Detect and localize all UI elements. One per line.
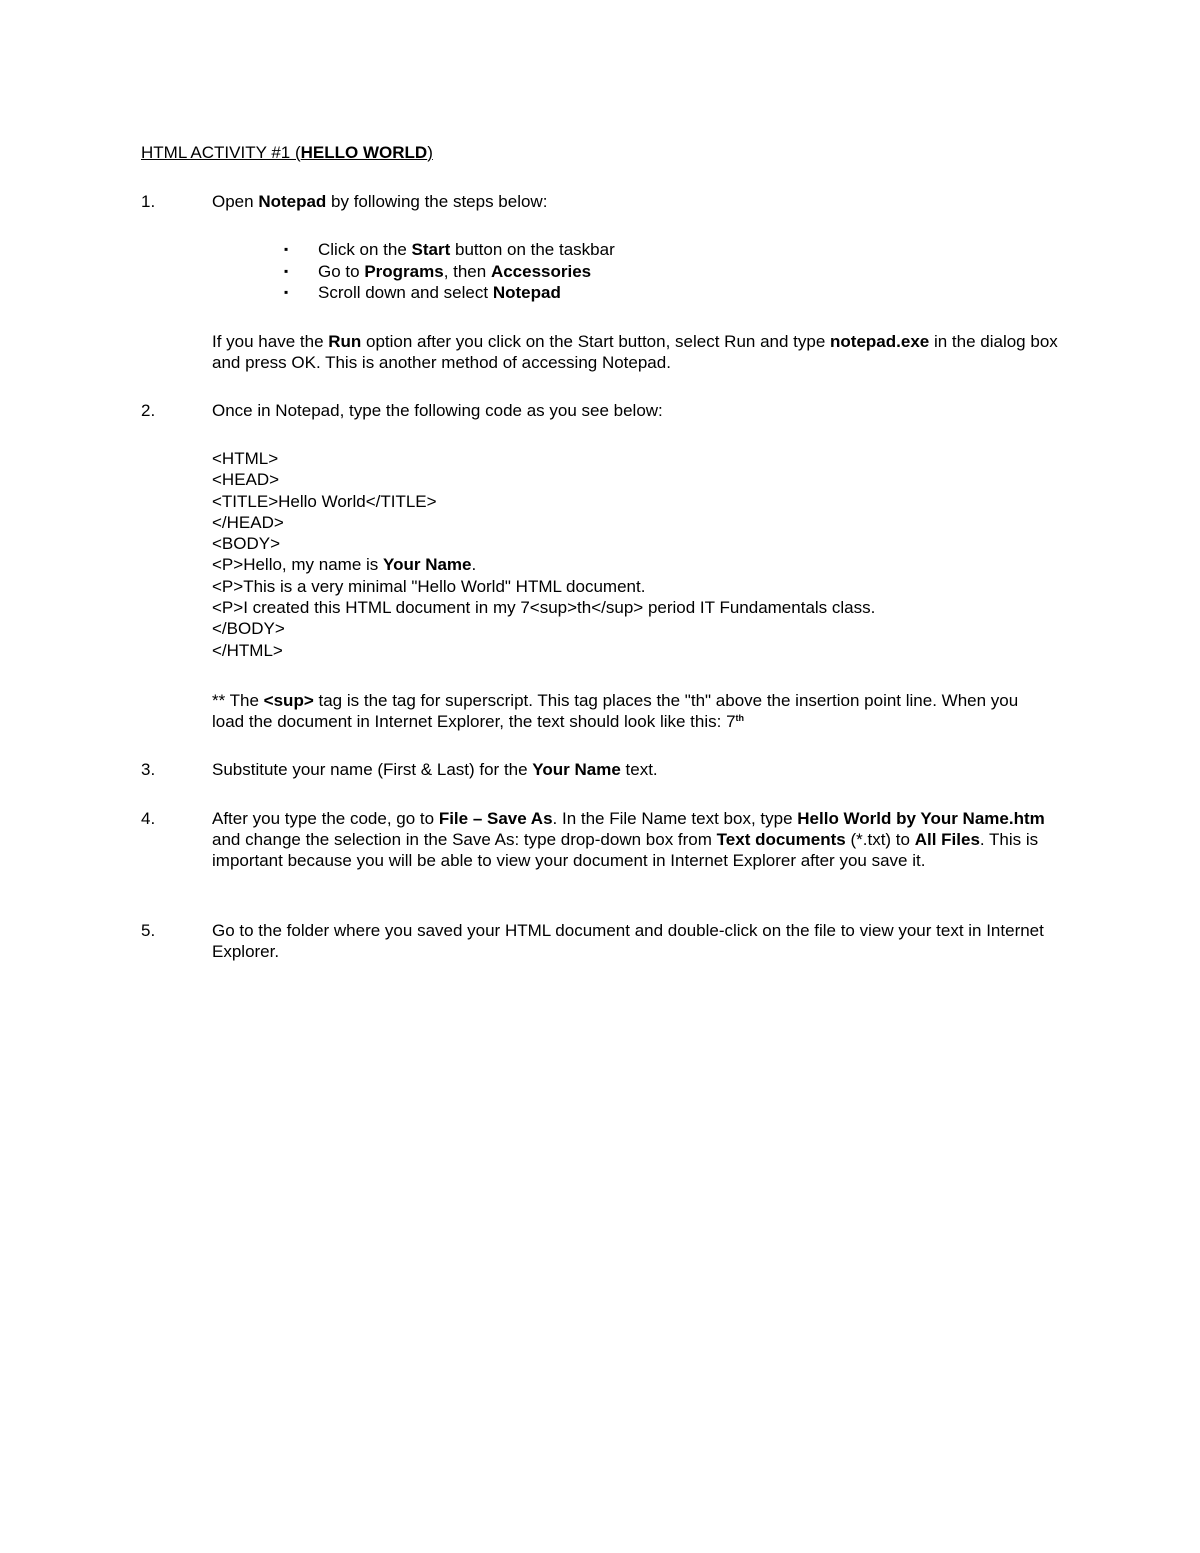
superscript-note: ** The <sup> tag is the tag for superscript. This tag places the "th" above the insertion point line. When you load the document in Internet Explorer, the text should look like this: 7th — [212, 691, 1019, 731]
bullet-icon: ▪ — [284, 263, 289, 278]
html-code-block: <HTML> <HEAD> <TITLE>Hello World</TITLE> </HEAD> <BODY> <P>Hello, my name is Your Name. <P>This is a very minimal "Hello World" HTML document. <P>I created this HTML document in my 7<sup>th</sup> period IT Fundamentals class. </BODY> </HTML> — [212, 449, 876, 660]
step-1-number: 1. — [141, 192, 156, 211]
step-3-number: 3. — [141, 760, 156, 779]
step-5-text: Go to the folder where you saved your HTML document and double-click on the file to view your text in Internet Explorer. — [212, 921, 1044, 961]
bullet-icon: ▪ — [284, 242, 289, 256]
step-4-number: 4. — [141, 809, 156, 828]
step-1-bullet-list — [284, 239, 615, 304]
list-item: ▪ Scroll down and select Notepad — [284, 283, 561, 302]
step-3-text: Substitute your name (First & Last) for the Your Name text. — [212, 760, 658, 779]
step-2-text: Once in Notepad, type the following code as you see below: — [212, 401, 663, 420]
step-4-text: After you type the code, go to File – Save As. In the File Name text box, type Hello World by Your Name.htm and change the selection in the Save As: type drop-down box from Text documents (*.txt) to All Files. This is important because you will be able to view your document in Internet Explorer after you save it. — [212, 809, 1045, 870]
bullet-icon: ▪ — [284, 285, 289, 299]
step-2-number: 2. — [141, 401, 156, 420]
step-1-text: Open Notepad by following the steps below: — [212, 192, 548, 211]
list-item: ▪ Go to Programs, then Accessories — [284, 261, 592, 281]
list-item: ▪ Click on the Start button on the taskbar — [284, 240, 615, 259]
run-method-paragraph: If you have the Run option after you click on the Start button, select Run and type notepad.exe in the dialog box and press OK. This is another method of accessing Notepad. — [212, 332, 1058, 372]
step-5-number: 5. — [141, 921, 156, 940]
document-title: HTML ACTIVITY #1 (HELLO WORLD) — [141, 143, 433, 162]
